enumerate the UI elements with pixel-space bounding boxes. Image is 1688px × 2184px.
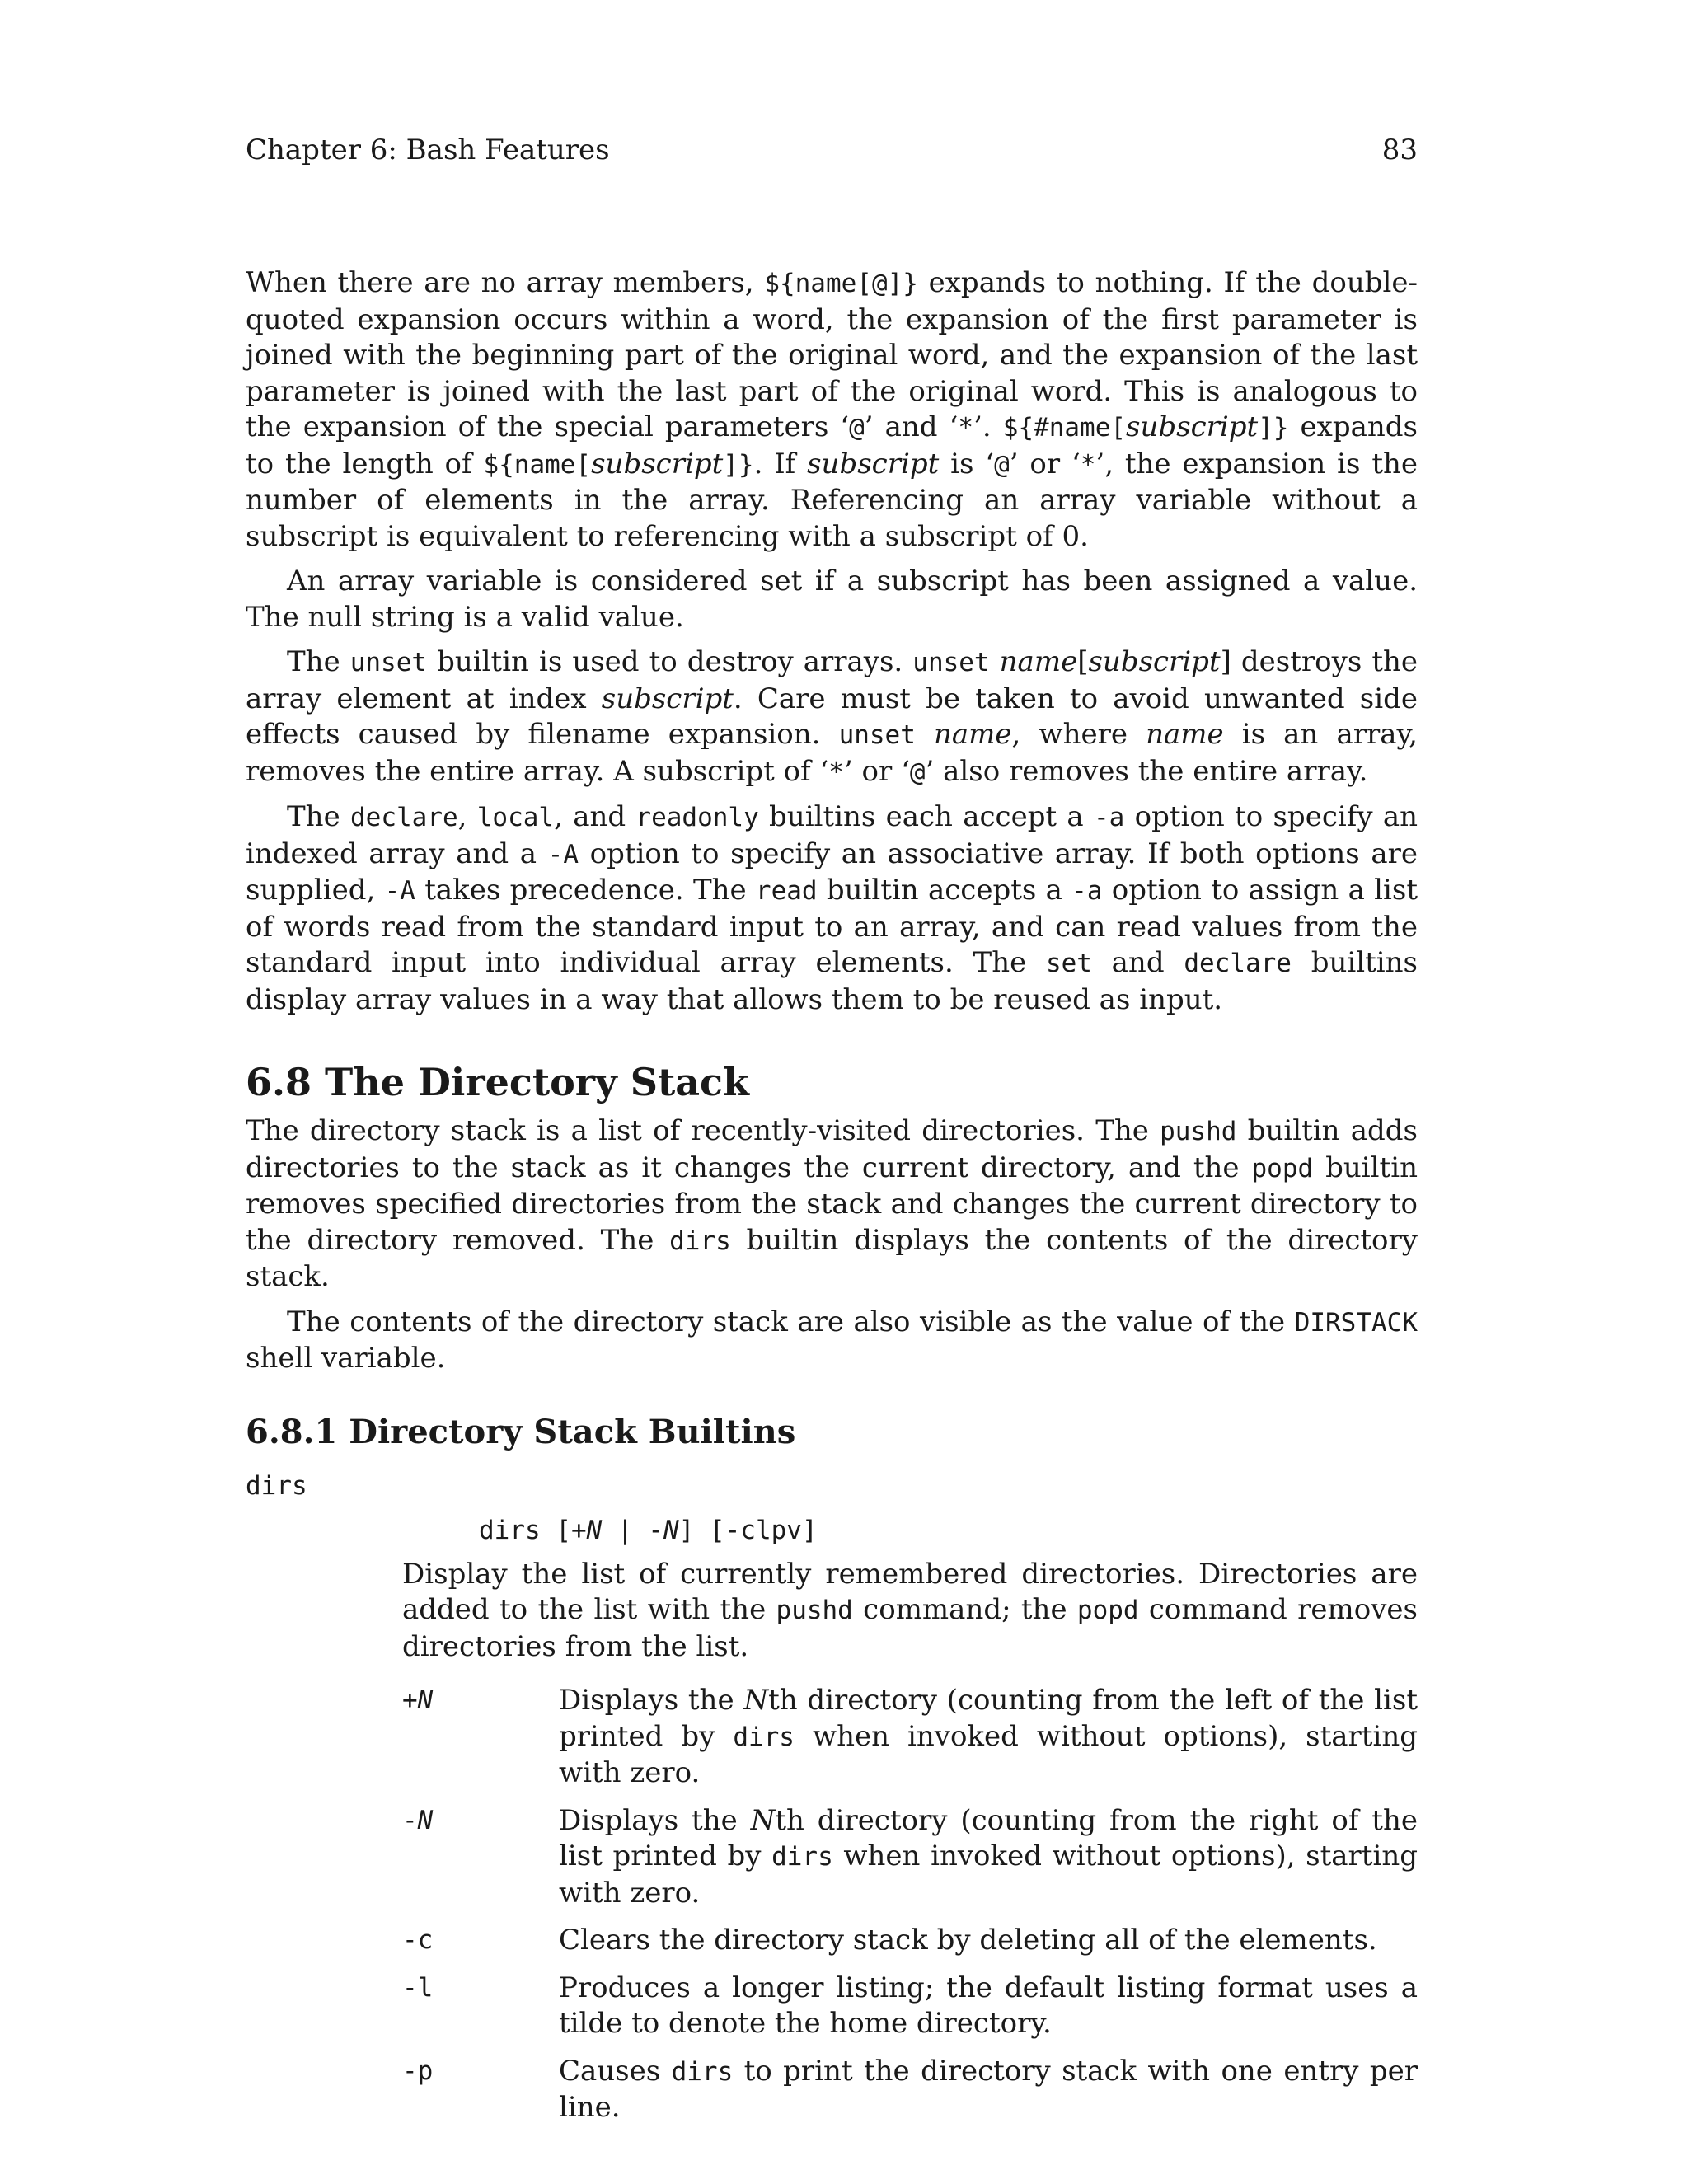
chapter-title: Chapter 6: Bash Features bbox=[246, 134, 610, 166]
running-header bbox=[246, 132, 1418, 168]
section-heading: 6.8 The Directory Stack bbox=[246, 1060, 749, 1104]
option-row-plus-n bbox=[402, 1683, 1418, 1792]
dirs-description: Display the list of currently remembered directories. Directories are added to the list with the pushd command; the popd command removes directories from the list. bbox=[402, 1557, 1418, 1663]
option-description: Produces a longer listing; the default listing format uses a tilde to denote the home directory. bbox=[559, 1971, 1418, 2040]
option-description: Causes dirs to print the directory stack with one entry per line. bbox=[559, 2054, 1418, 2124]
paragraph-array-expansion: When there are no array members, ${name[@]} expands to nothing. If the double-quoted expansion occurs within a word, the expansion of the first parameter is joined with the beginning part of the original word, and the expansion of the last parameter is joined with the last part of the original word. This is analogous to the expansion of the special parameters ‘@’ and ‘*’. ${#name[subscript]} expands to the length of ${name[subscript]}. If subscript is ‘@’ or ‘*’, the expansion is the number of elements in the array. Referencing an array variable without a subscript is equivalent to referencing with a subscript of 0. bbox=[246, 266, 1418, 553]
option-key: +N bbox=[402, 1685, 434, 1715]
builtin-term-dirs: dirs bbox=[246, 1470, 307, 1501]
option-key: -l bbox=[402, 1972, 434, 2003]
paragraph-dirstack-variable: The contents of the directory stack are also visible as the value of the DIRSTACK shell variable. bbox=[246, 1305, 1418, 1375]
option-description: Displays the Nth directory (counting from the right of the list printed by dirs when invoked without options), starting with zero. bbox=[559, 1803, 1418, 1910]
option-description: Clears the directory stack by deleting all of the elements. bbox=[559, 1924, 1377, 1957]
page-number: 83 bbox=[1381, 134, 1418, 166]
option-key: -p bbox=[402, 2055, 434, 2086]
option-key: -c bbox=[402, 1925, 434, 1955]
option-row-p bbox=[402, 2054, 1418, 2126]
subsection-heading: 6.8.1 Directory Stack Builtins bbox=[246, 1412, 796, 1451]
builtin-definition-dirs bbox=[402, 1512, 1418, 2126]
option-row-l bbox=[402, 1971, 1418, 2042]
option-row-minus-n bbox=[402, 1803, 1418, 1912]
paragraph-directory-stack: The directory stack is a list of recently-visited directories. The pushd builtin adds directories to the stack as it changes the current directory, and the popd builtin removes specified directories from the stack and changes the current directory to the directory removed. The dirs builtin displays the contents of the directory stack. bbox=[246, 1114, 1418, 1293]
option-row-c bbox=[402, 1923, 1418, 1959]
option-description: Displays the Nth directory (counting from the left of the list printed by dirs when invoked without options), starting with zero. bbox=[559, 1684, 1418, 1789]
dirs-synopsis: dirs [+N | -N] [-clpv] bbox=[479, 1515, 818, 1545]
paragraph-unset: The unset builtin is used to destroy arrays. unset name[subscript] destroys the array element at index subscript. Care must be taken to avoid unwanted side effects caused by filename expansion. unset name, where name is an array, removes the entire array. A subscript of ‘*’ or ‘@’ also removes the entire array. bbox=[246, 645, 1418, 788]
paragraph-declare-builtins: The declare, local, and readonly builtins each accept a -a option to specify an indexed array and a -A option to specify an associative array. If both options are supplied, -A takes precedence. The read builtin accepts a -a option to assign a list of words read from the standard input to an array, and can read values from the standard input into individual array elements. The set and declare builtins display array values in a way that allows them to be reused as input. bbox=[246, 800, 1418, 1016]
option-key: -N bbox=[402, 1805, 434, 1835]
paragraph-array-set: An array variable is considered set if a subscript has been assigned a value. The null string is a valid value. bbox=[246, 565, 1418, 634]
page-body bbox=[246, 265, 1418, 2138]
